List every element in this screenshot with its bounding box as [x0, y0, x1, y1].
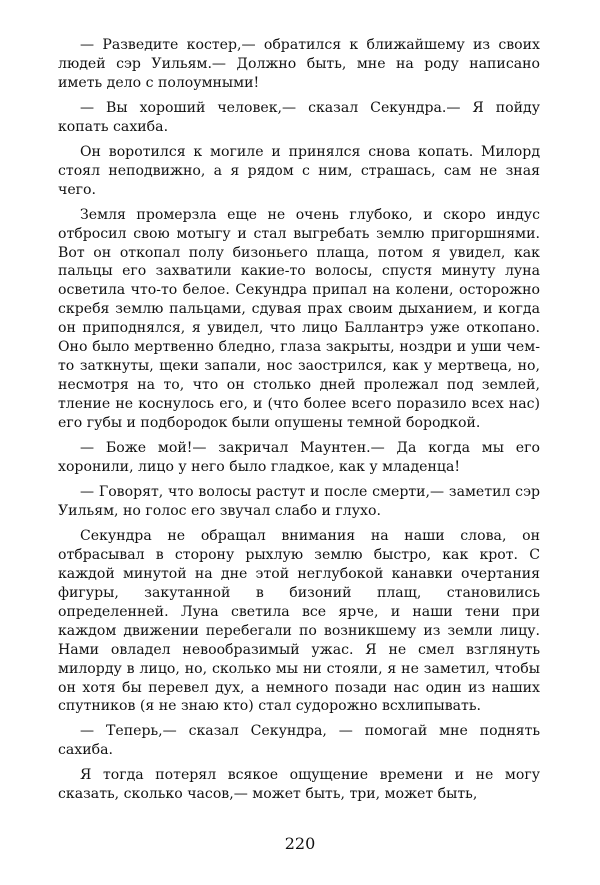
paragraph-6: — Говорят, что волосы растут и после смерти,— заметил сэр Уильям, но голос его звучал слабо и глухо. — [58, 483, 540, 519]
paragraph-1: — Разведите костер,— обратился к ближайшему из своих людей сэр Уильям.— Должно быть, мне на роду написано иметь дело с полоумными! — [58, 37, 540, 91]
paragraph-8: — Теперь,— сказал Секундра, — помогай мне поднять сахиба. — [58, 723, 540, 759]
paragraph-7: Секундра не обращал внимания на наши слова, он отбрасывал в сторону рыхлую землю быстро, как крот. С каждой минутой на дне этой неглубокой канавки очертания фигуры, закутанной в бизоний плащ, становились определенней. Луна светила все ярче, и наши тени при каждом движении перебегали по возникшему из земли лицу. Нами овладел невообразимый ужас. Я не смел взглянуть милорду в лицо, но, сколько мы ни стояли, я не заметил, чтобы он хотя бы перевел дух, а немного позади нас один из наших спутников (я не знаю кто) стал судорожно всхлипывать. — [58, 527, 540, 715]
paragraph-2: — Вы хороший человек,— сказал Секундра.— Я пойду копать сахиба. — [58, 99, 540, 135]
page-number: 220 — [284, 834, 316, 853]
paragraph-4: Земля промерзла еще не очень глубоко, и скоро индус отбросил свою мотыгу и стал выгребать землю пригоршнями. Вот он откопал полу бизоньего плаща, потом я увидел, как пальцы его захватили какие-то волосы, спустя минуту луна осветила что-то белое. Секундра припал на колени, осторожно скребя землю пальцами, сдувая прах своим дыханием, и когда он приподнялся, я увидел, что лицо Баллантрэ уже откопано. Оно было мертвенно бледно, глаза закрыты, ноздри и уши чем-то заткнуты, щеки запали, нос заострился, как у мертвеца, но, несмотря на то, что он столько дней пролежал под землей, тление не коснулось его, и (что более всего поразило всех нас) его губы и подбородок были опушены темной бородкой. — [58, 206, 540, 432]
paragraph-5: — Боже мой!— закричал Маунтен.— Да когда мы его хоронили, лицо у него было гладкое, как у младенца! — [58, 440, 540, 476]
page-body — [58, 36, 540, 810]
paragraph-9: Я тогда потерял всякое ощущение времени и не могу сказать, сколько часов,— может быть, три, может быть, — [58, 767, 540, 803]
paragraph-3: Он воротился к могиле и принялся снова копать. Милорд стоял неподвижно, а я рядом с ним, страшась, сам не зная чего. — [58, 143, 540, 198]
